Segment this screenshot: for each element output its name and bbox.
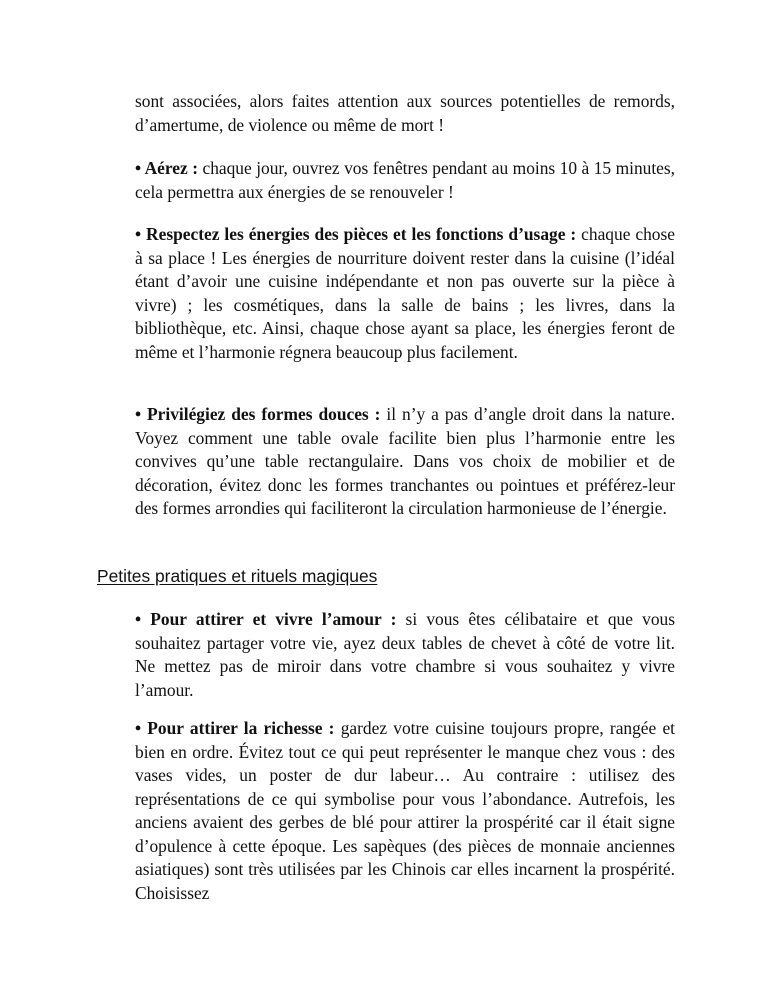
paragraph-energies-pieces — [135, 223, 675, 364]
paragraph-text: sont associées, alors faites attention aux sources potentielles de remords, d’amertume, de violence ou même de mort ! — [135, 91, 675, 135]
paragraph-text: chaque jour, ouvrez vos fenêtres pendant au moins 10 à 15 minutes, cela permettra aux énergies de se renouveler ! — [135, 158, 675, 202]
section-heading: Petites pratiques et rituels magiques — [97, 566, 378, 586]
paragraph-text: si vous êtes célibataire et que vous souhaitez partager votre vie, ayez deux tables de chevet à côté de votre lit. Ne mettez pas de miroir dans votre chambre si vous souhaitez y vivre l’amour. — [135, 609, 675, 700]
paragraph-lead: • Pour attirer et vivre l’amour : — [135, 609, 397, 629]
paragraph-aerez — [135, 157, 675, 204]
paragraph-lead: • Privilégiez des formes douces : — [135, 404, 381, 424]
paragraph-lead: • Aérez : — [135, 158, 198, 178]
paragraph-amour — [135, 608, 675, 702]
paragraph-text: il n’y a pas d’angle droit dans la nature. Voyez comment une table ovale facilite bien plus l’harmonie entre les convives qu’une table rectangulaire. Dans vos choix de mobilier et de décoration, évitez donc les formes tranchantes ou pointues et préférez-leur des formes arrondies qui faciliteront la circulation harmonieuse de l’énergie. — [135, 404, 676, 518]
paragraph-text: gardez votre cuisine toujours propre, rangée et bien en ordre. Évitez tout ce qui peut représenter le manque chez vous : des vases vides, un poster de dur labeur… Au contraire : utilisez des représentations de ce qui symbolise pour vous l’abondance. Autrefois, les anciens avaient des gerbes de blé pour attirer la prospérité car il était signe d’opulence à cette époque. Les sapèques (des pièces de monnaie anciennes asiatiques) sont très utilisées par les Chinois car elles incarnent la prospérité. Choisissez — [135, 718, 676, 903]
paragraph-associations — [135, 90, 675, 137]
paragraph-richesse — [135, 717, 675, 905]
paragraph-text: chaque chose à sa place ! Les énergies de nourriture doivent rester dans la cuisine (l’idéal étant d’avoir une cuisine indépendante et non pas ouverte sur la pièce à vivre) ; les cosmétiques, dans la salle de bains ; les livres, dans la bibliothèque, etc. Ainsi, chaque chose ayant sa place, les énergies feront de même et l’harmonie régnera beaucoup plus facilement. — [135, 224, 675, 362]
paragraph-lead: • Pour attirer la richesse : — [135, 718, 335, 738]
paragraph-lead: • Respectez les énergies des pièces et les fonctions d’usage : — [135, 224, 577, 244]
paragraph-formes-douces — [135, 403, 675, 521]
